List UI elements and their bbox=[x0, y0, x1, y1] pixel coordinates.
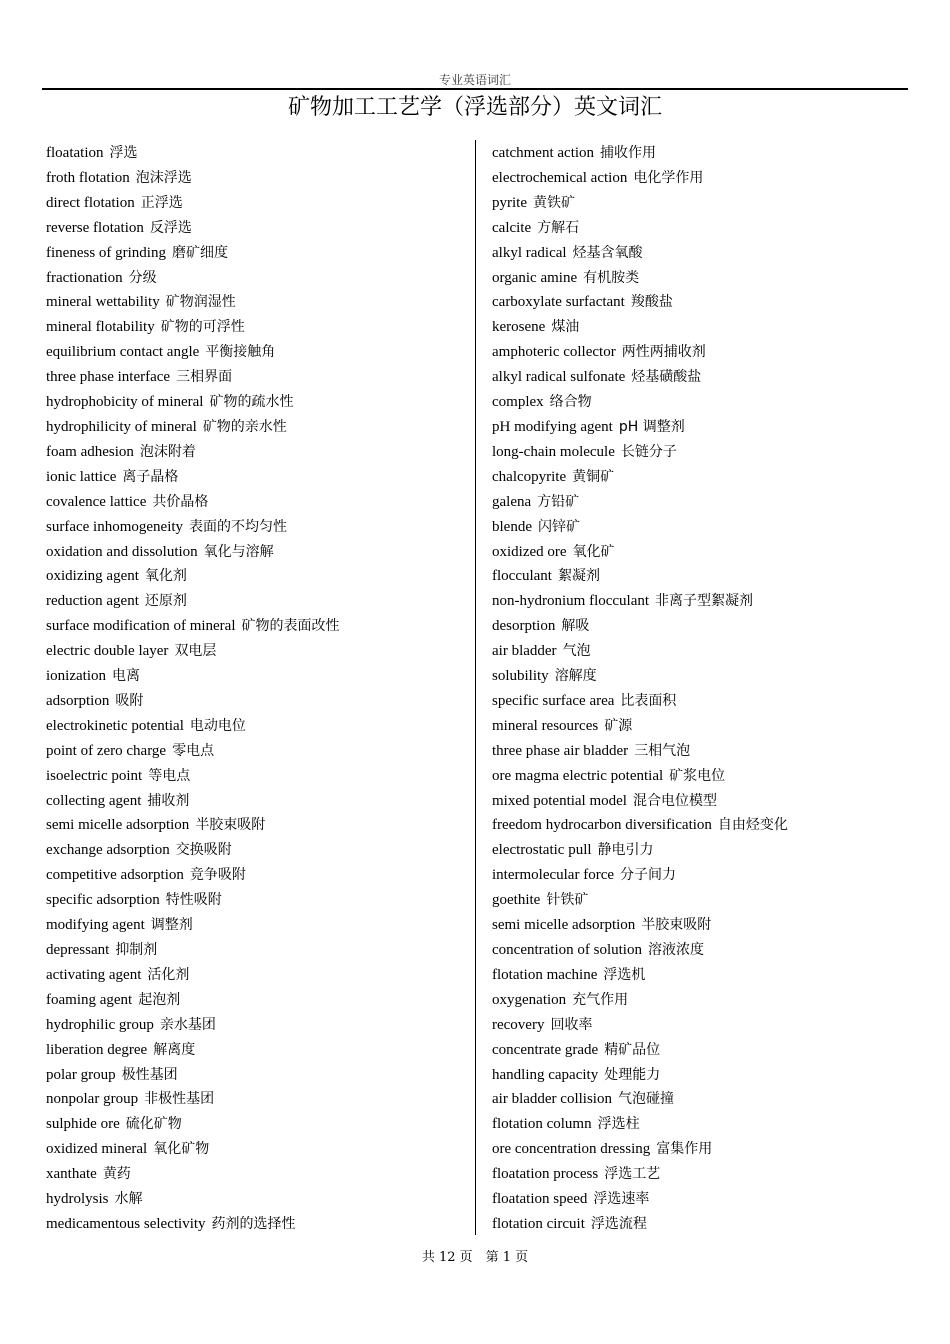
term-english: electrokinetic potential bbox=[46, 717, 184, 734]
glossary-entry bbox=[492, 962, 912, 987]
term-english: specific adsorption bbox=[46, 892, 160, 909]
glossary-entry bbox=[46, 788, 466, 813]
term-english: handling capacity bbox=[492, 1066, 599, 1083]
term-english: pH modifying agent bbox=[492, 418, 613, 435]
term-english: collecting agent bbox=[46, 792, 142, 809]
term-english: concentrate grade bbox=[492, 1041, 599, 1058]
glossary-entry bbox=[492, 663, 912, 688]
term-english: calcite bbox=[492, 219, 532, 236]
term-chinese: 亲水基团 bbox=[159, 1016, 216, 1033]
term-english: alkyl radical bbox=[492, 244, 567, 261]
glossary-entry bbox=[492, 240, 912, 265]
term-english: surface inhomogeneity bbox=[46, 518, 184, 535]
glossary-entry bbox=[492, 613, 912, 638]
term-chinese: 黄铁矿 bbox=[533, 194, 575, 211]
glossary-entry bbox=[46, 663, 466, 688]
glossary-entry bbox=[492, 414, 912, 439]
term-chinese: 浮选机 bbox=[603, 966, 646, 983]
term-chinese: 浮选速率 bbox=[593, 1191, 650, 1208]
glossary-entry bbox=[46, 1186, 466, 1211]
term-chinese: 三相气泡 bbox=[634, 742, 691, 759]
term-english: flotation circuit bbox=[492, 1215, 585, 1232]
term-chinese: 泡沫浮选 bbox=[135, 169, 192, 186]
term-chinese: 电化学作用 bbox=[633, 169, 704, 186]
term-chinese: 活化剂 bbox=[147, 966, 190, 983]
glossary-entry bbox=[492, 1111, 912, 1136]
glossary-entry bbox=[492, 514, 912, 539]
glossary-entry bbox=[46, 364, 466, 389]
term-english: pyrite bbox=[492, 194, 527, 211]
term-english: foam adhesion bbox=[46, 443, 134, 460]
glossary-entry bbox=[492, 763, 912, 788]
term-chinese: 氧化矿物 bbox=[153, 1141, 210, 1158]
glossary-entry bbox=[492, 1012, 912, 1037]
glossary-entry bbox=[492, 738, 912, 763]
term-english: three phase air bladder bbox=[492, 742, 629, 759]
term-chinese: 矿物润湿性 bbox=[165, 294, 236, 311]
term-chinese: 烃基磺酸盐 bbox=[631, 369, 702, 386]
term-english: oxidizing agent bbox=[46, 568, 139, 585]
term-english: hydrophobicity of mineral bbox=[46, 394, 204, 411]
term-chinese: pH 调整剂 bbox=[618, 418, 685, 435]
glossary-entry bbox=[46, 314, 466, 339]
glossary-entry bbox=[492, 912, 912, 937]
term-chinese: 分子间力 bbox=[620, 867, 677, 884]
term-chinese: 充气作用 bbox=[572, 991, 629, 1008]
glossary-entry bbox=[46, 912, 466, 937]
term-english: polar group bbox=[46, 1066, 116, 1083]
glossary-entry bbox=[46, 812, 466, 837]
glossary-entry bbox=[46, 763, 466, 788]
glossary-entry bbox=[46, 613, 466, 638]
glossary-entry bbox=[46, 1161, 466, 1186]
glossary-entry bbox=[46, 165, 466, 190]
term-chinese: 矿物的疏水性 bbox=[209, 394, 294, 411]
term-chinese: 两性两捕收剂 bbox=[621, 344, 706, 361]
term-chinese: 药剂的选择性 bbox=[211, 1215, 296, 1232]
glossary-entry bbox=[46, 215, 466, 240]
glossary-entry bbox=[492, 464, 912, 489]
term-chinese: 捕收剂 bbox=[147, 792, 190, 809]
term-chinese: 正浮选 bbox=[140, 194, 183, 211]
term-english: ore concentration dressing bbox=[492, 1141, 651, 1158]
term-english: hydrophilicity of mineral bbox=[46, 418, 197, 435]
glossary-entry bbox=[46, 588, 466, 613]
term-chinese: 有机胺类 bbox=[583, 269, 640, 286]
term-chinese: 方铅矿 bbox=[537, 493, 580, 510]
term-chinese: 黄药 bbox=[102, 1166, 131, 1183]
glossary-entry bbox=[492, 364, 912, 389]
term-english: freedom hydrocarbon diversification bbox=[492, 817, 712, 834]
glossary-entry bbox=[46, 464, 466, 489]
term-english: complex bbox=[492, 394, 544, 411]
term-chinese: 矿物的亲水性 bbox=[202, 418, 287, 435]
term-english: hydrophilic group bbox=[46, 1016, 154, 1033]
term-english: reduction agent bbox=[46, 593, 139, 610]
term-english: activating agent bbox=[46, 966, 142, 983]
term-english: concentration of solution bbox=[492, 942, 642, 958]
glossary-entry bbox=[46, 837, 466, 862]
term-english: blende bbox=[492, 518, 532, 535]
term-english: point of zero charge bbox=[46, 742, 167, 759]
glossary-entry bbox=[46, 190, 466, 215]
term-english: mineral resources bbox=[492, 717, 599, 734]
term-chinese: 捕收作用 bbox=[600, 145, 657, 161]
term-english: catchment action bbox=[492, 145, 595, 161]
term-chinese: 络合物 bbox=[549, 394, 592, 411]
term-chinese: 半胶束吸附 bbox=[641, 917, 712, 934]
term-chinese: 电动电位 bbox=[189, 717, 246, 734]
term-english: adsorption bbox=[46, 692, 110, 709]
term-english: modifying agent bbox=[46, 917, 145, 934]
glossary-entry bbox=[46, 140, 466, 165]
term-chinese: 磨矿细度 bbox=[171, 244, 228, 261]
term-english: specific surface area bbox=[492, 692, 615, 709]
term-chinese: 羧酸盐 bbox=[630, 294, 673, 311]
glossary-entry bbox=[46, 539, 466, 564]
term-chinese: 矿物的表面改性 bbox=[241, 618, 340, 635]
term-english: floatation bbox=[46, 145, 104, 161]
term-english: fineness of grinding bbox=[46, 244, 166, 261]
term-english: floatation speed bbox=[492, 1191, 588, 1208]
glossary-entry bbox=[492, 937, 912, 962]
term-english: oxygenation bbox=[492, 991, 567, 1008]
term-english: non-hydronium flocculant bbox=[492, 593, 650, 610]
term-english: direct flotation bbox=[46, 194, 135, 211]
glossary-entry bbox=[46, 1111, 466, 1136]
term-english: ore magma electric potential bbox=[492, 767, 664, 784]
term-chinese: 静电引力 bbox=[597, 842, 654, 859]
term-english: covalence lattice bbox=[46, 493, 147, 510]
term-english: equilibrium contact angle bbox=[46, 344, 200, 361]
term-english: oxidized ore bbox=[492, 543, 567, 560]
term-english: galena bbox=[492, 493, 532, 510]
term-chinese: 浮选 bbox=[109, 145, 138, 161]
term-english: electric double layer bbox=[46, 643, 169, 660]
glossary-entry bbox=[492, 837, 912, 862]
glossary-entry bbox=[492, 489, 912, 514]
term-chinese: 共价晶格 bbox=[152, 493, 209, 510]
glossary-entry bbox=[46, 265, 466, 290]
term-chinese: 气泡 bbox=[562, 643, 591, 660]
left-glossary-column bbox=[46, 140, 466, 1236]
glossary-entry bbox=[492, 638, 912, 663]
glossary-entry bbox=[492, 688, 912, 713]
column-divider bbox=[475, 140, 476, 1235]
term-chinese: 反浮选 bbox=[149, 219, 192, 236]
term-english: three phase interface bbox=[46, 369, 171, 386]
term-chinese: 气泡碰撞 bbox=[617, 1091, 674, 1108]
term-english: carboxylate surfactant bbox=[492, 294, 625, 311]
term-english: organic amine bbox=[492, 269, 578, 286]
glossary-entry bbox=[492, 265, 912, 290]
term-english: semi micelle adsorption bbox=[46, 817, 190, 834]
term-chinese: 双电层 bbox=[174, 643, 217, 660]
glossary-entry bbox=[492, 1161, 912, 1186]
glossary-entry bbox=[492, 1086, 912, 1111]
term-chinese: 浮选柱 bbox=[597, 1116, 640, 1133]
glossary-entry bbox=[492, 1037, 912, 1062]
term-english: desorption bbox=[492, 618, 556, 635]
glossary-entry bbox=[46, 1211, 466, 1236]
term-english: oxidation and dissolution bbox=[46, 543, 198, 560]
term-chinese: 解吸 bbox=[561, 618, 590, 635]
term-chinese: 回收率 bbox=[550, 1016, 593, 1033]
term-english: froth flotation bbox=[46, 169, 130, 186]
term-english: amphoteric collector bbox=[492, 344, 616, 361]
term-english: flocculant bbox=[492, 568, 552, 585]
term-chinese: 调整剂 bbox=[150, 917, 193, 934]
glossary-entry bbox=[46, 414, 466, 439]
glossary-entry bbox=[46, 887, 466, 912]
term-chinese: 矿浆电位 bbox=[669, 767, 726, 784]
glossary-entry bbox=[492, 439, 912, 464]
term-chinese: 抑制剂 bbox=[115, 942, 158, 958]
term-english: ionic lattice bbox=[46, 468, 117, 485]
term-chinese: 絮凝剂 bbox=[557, 568, 600, 585]
page-header: 专业英语词汇 bbox=[438, 73, 511, 87]
term-english: oxidized mineral bbox=[46, 1141, 148, 1158]
term-chinese: 电离 bbox=[112, 668, 140, 685]
term-chinese: 自由烃变化 bbox=[717, 817, 788, 834]
term-chinese: 分级 bbox=[128, 269, 157, 286]
term-chinese: 混合电位模型 bbox=[632, 792, 717, 809]
term-english: flotation machine bbox=[492, 966, 598, 983]
term-english: flotation column bbox=[492, 1116, 592, 1133]
glossary-entry bbox=[492, 1136, 912, 1161]
term-chinese: 交换吸附 bbox=[175, 842, 232, 859]
glossary-entry bbox=[492, 539, 912, 564]
term-chinese: 氧化与溶解 bbox=[203, 543, 274, 560]
term-english: mixed potential model bbox=[492, 792, 627, 809]
term-english: air bladder collision bbox=[492, 1091, 612, 1108]
term-chinese: 等电点 bbox=[148, 767, 191, 784]
glossary-entry bbox=[492, 788, 912, 813]
term-chinese: 闪锌矿 bbox=[537, 518, 580, 535]
term-chinese: 竞争吸附 bbox=[189, 867, 246, 884]
term-english: goethite bbox=[492, 892, 541, 909]
glossary-entry bbox=[46, 489, 466, 514]
term-english: surface modification of mineral bbox=[46, 618, 236, 635]
glossary-entry bbox=[46, 514, 466, 539]
term-english: mineral flotability bbox=[46, 319, 155, 336]
glossary-entry bbox=[492, 588, 912, 613]
term-chinese: 极性基团 bbox=[121, 1066, 178, 1083]
glossary-entry bbox=[46, 862, 466, 887]
term-english: electrochemical action bbox=[492, 169, 628, 186]
term-english: depressant bbox=[46, 942, 110, 958]
term-chinese: 浮选流程 bbox=[590, 1215, 647, 1232]
glossary-entry bbox=[46, 987, 466, 1012]
term-chinese: 煤油 bbox=[551, 319, 580, 336]
term-chinese: 方解石 bbox=[537, 219, 580, 236]
glossary-entry bbox=[492, 1062, 912, 1087]
glossary-entry bbox=[46, 937, 466, 962]
term-chinese: 解离度 bbox=[153, 1041, 196, 1058]
term-chinese: 起泡剂 bbox=[138, 991, 181, 1008]
term-english: medicamentous selectivity bbox=[46, 1215, 206, 1232]
glossary-entry bbox=[492, 713, 912, 738]
term-chinese: 比表面积 bbox=[620, 692, 677, 709]
glossary-entry bbox=[492, 389, 912, 414]
term-chinese: 精矿品位 bbox=[604, 1041, 661, 1058]
glossary-entry bbox=[46, 439, 466, 464]
term-english: electrostatic pull bbox=[492, 842, 592, 859]
term-chinese: 溶解度 bbox=[554, 668, 597, 685]
glossary-entry bbox=[46, 289, 466, 314]
term-chinese: 还原剂 bbox=[144, 593, 187, 610]
glossary-entry bbox=[46, 1037, 466, 1062]
glossary-entry bbox=[492, 812, 912, 837]
glossary-entry bbox=[46, 962, 466, 987]
term-chinese: 泡沫附着 bbox=[139, 443, 196, 460]
term-chinese: 浮选工艺 bbox=[604, 1166, 661, 1183]
term-english: fractionation bbox=[46, 269, 123, 286]
glossary-entry bbox=[46, 1136, 466, 1161]
term-chinese: 三相界面 bbox=[176, 369, 233, 386]
term-english: intermolecular force bbox=[492, 867, 615, 884]
term-english: competitive adsorption bbox=[46, 867, 184, 884]
term-chinese: 特性吸附 bbox=[165, 892, 222, 909]
glossary-entry bbox=[492, 140, 912, 165]
term-english: semi micelle adsorption bbox=[492, 917, 636, 934]
term-chinese: 半胶束吸附 bbox=[195, 817, 266, 834]
term-chinese: 矿源 bbox=[604, 717, 633, 734]
term-english: sulphide ore bbox=[46, 1116, 120, 1133]
term-english: xanthate bbox=[46, 1166, 97, 1183]
glossary-entry bbox=[492, 165, 912, 190]
glossary-entry bbox=[46, 738, 466, 763]
term-chinese: 矿物的可浮性 bbox=[160, 319, 245, 336]
term-chinese: 表面的不均匀性 bbox=[189, 518, 288, 535]
term-chinese: 平衡接触角 bbox=[205, 344, 276, 361]
term-english: kerosene bbox=[492, 319, 546, 336]
glossary-entry bbox=[492, 215, 912, 240]
term-english: alkyl radical sulfonate bbox=[492, 369, 626, 386]
glossary-entry bbox=[46, 240, 466, 265]
glossary-entry bbox=[46, 713, 466, 738]
term-english: air bladder bbox=[492, 643, 557, 660]
term-english: ionization bbox=[46, 668, 106, 685]
term-english: floatation process bbox=[492, 1166, 599, 1183]
term-chinese: 离子晶格 bbox=[122, 468, 179, 485]
glossary-entry bbox=[492, 887, 912, 912]
term-chinese: 处理能力 bbox=[604, 1066, 661, 1083]
term-chinese: 非极性基团 bbox=[144, 1091, 215, 1108]
glossary-entry bbox=[46, 563, 466, 588]
term-chinese: 硫化矿物 bbox=[125, 1116, 182, 1133]
term-english: solubility bbox=[492, 668, 549, 685]
glossary-entry bbox=[492, 1211, 912, 1236]
glossary-entry bbox=[492, 190, 912, 215]
term-english: nonpolar group bbox=[46, 1091, 139, 1108]
term-chinese: 长链分子 bbox=[620, 443, 677, 460]
term-chinese: 零电点 bbox=[172, 742, 215, 759]
term-chinese: 吸附 bbox=[115, 692, 144, 709]
term-chinese: 溶液浓度 bbox=[647, 942, 704, 958]
glossary-entry bbox=[492, 862, 912, 887]
document-title: 矿物加工工艺学（浮选部分）英文词汇 bbox=[287, 95, 662, 120]
glossary-entry bbox=[46, 638, 466, 663]
term-chinese: 非离子型絮凝剂 bbox=[655, 593, 754, 610]
term-english: exchange adsorption bbox=[46, 842, 170, 859]
glossary-entry bbox=[46, 339, 466, 364]
glossary-entry bbox=[492, 1186, 912, 1211]
page-footer: 共 12 页 第 1 页 bbox=[421, 1250, 529, 1265]
glossary-entry bbox=[46, 688, 466, 713]
term-english: reverse flotation bbox=[46, 219, 144, 236]
term-chinese: 针铁矿 bbox=[546, 892, 589, 909]
glossary-entry bbox=[46, 1012, 466, 1037]
term-chinese: 黄铜矿 bbox=[572, 468, 615, 485]
glossary-entry bbox=[492, 289, 912, 314]
glossary-entry bbox=[492, 563, 912, 588]
term-chinese: 氧化剂 bbox=[144, 568, 187, 585]
term-chinese: 氧化矿 bbox=[572, 543, 615, 560]
term-english: hydrolysis bbox=[46, 1191, 109, 1208]
glossary-entry bbox=[492, 987, 912, 1012]
term-english: recovery bbox=[492, 1016, 545, 1033]
term-english: isoelectric point bbox=[46, 767, 143, 784]
glossary-entry bbox=[492, 339, 912, 364]
term-english: long-chain molecule bbox=[492, 443, 615, 460]
glossary-entry bbox=[46, 389, 466, 414]
term-chinese: 富集作用 bbox=[656, 1141, 713, 1158]
term-english: foaming agent bbox=[46, 991, 133, 1008]
glossary-entry bbox=[492, 314, 912, 339]
term-english: liberation degree bbox=[46, 1041, 148, 1058]
right-glossary-column bbox=[492, 140, 912, 1236]
term-chinese: 水解 bbox=[114, 1191, 143, 1208]
term-english: chalcopyrite bbox=[492, 468, 567, 485]
header-rule bbox=[42, 88, 908, 90]
term-english: mineral wettability bbox=[46, 294, 160, 311]
glossary-entry bbox=[46, 1062, 466, 1087]
glossary-entry bbox=[46, 1086, 466, 1111]
term-chinese: 烃基含氧酸 bbox=[572, 244, 643, 261]
